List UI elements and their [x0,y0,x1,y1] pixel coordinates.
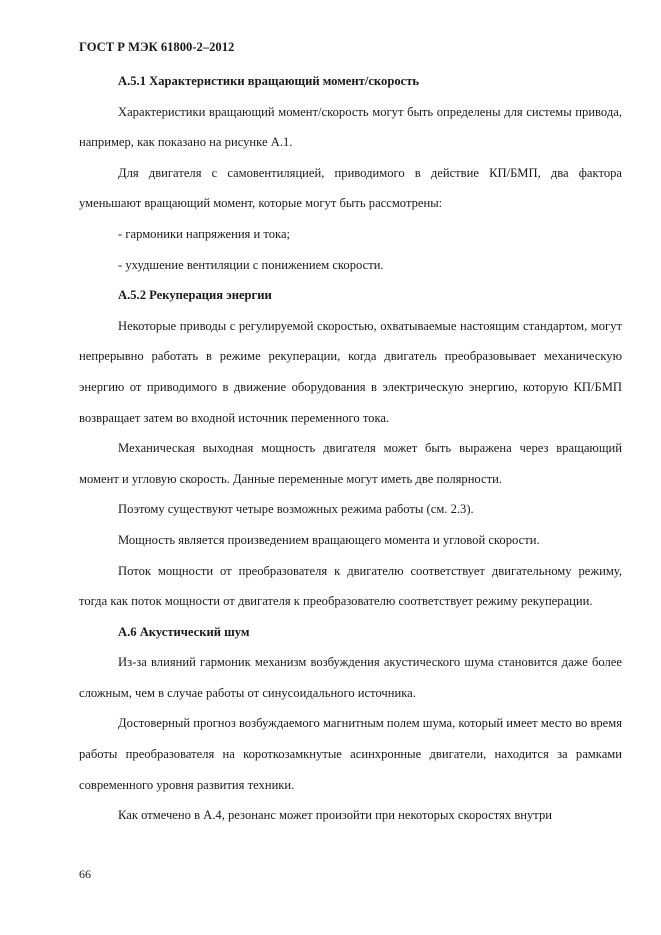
paragraph: Для двигателя с самовентиляцией, приводимого в действие КП/БМП, два фактора уменьшают вращающий момент, которые могут быть рассмотрены: [79,165,622,211]
section-heading: А.5.1 Характеристики вращающий момент/скорость [118,74,420,88]
paragraph: Из-за влияний гармоник механизм возбуждения акустического шума становится даже более сложным, чем в случае работы от синусоидального источника. [79,655,622,700]
paragraph: Поэтому существуют четыре возможных режима работы (см. 2.3). [118,502,474,517]
list-item: - гармоники напряжения и тока; [118,226,291,241]
paragraph: Как отмечено в А.4, резонанс может произойти при некоторых скоростях внутри [118,808,553,823]
paragraph: Характеристики вращающий момент/скорость могут быть определены для системы привода, например, как показано на рисунке А.1. [79,104,622,150]
section-heading: А.5.2 Рекуперация энергии [118,288,272,303]
paragraph: Достоверный прогноз возбуждаемого магнитным полем шума, который имеет место во время работы преобразователя на короткозамкнутые асинхронные двигатели, находится за рамками современного уровня развития техники. [79,716,622,792]
section-heading: А.6 Акустический шум [118,624,250,639]
paragraph: Поток мощности от преобразователя к двигателю соответствует двигательному режиму, тогда как поток мощности от двигателя к преобразователю соответствует режиму рекуперации. [79,563,622,609]
paragraph: Мощность является произведением вращающего момента и угловой скорости. [118,532,540,547]
paragraph: Механическая выходная мощность двигателя может быть выражена через вращающий момент и угловую скорость. Данные переменные могут иметь две полярности. [79,441,622,486]
document-body [79,66,622,831]
list-item: - ухудшение вентиляции с понижением скорости. [118,257,384,272]
paragraph: Некоторые приводы с регулируемой скоростью, охватываемые настоящим стандартом, могут непрерывно работать в режиме рекуперации, когда двигатель преобразовывает механическую энергию от приводимого в движение оборудования в электрическую энергию, которую КП/БМП возвращает затем во входной источник переменного тока. [79,318,622,425]
page-number: 66 [79,867,91,881]
document-header: ГОСТ Р МЭК 61800-2–2012 [79,40,235,54]
